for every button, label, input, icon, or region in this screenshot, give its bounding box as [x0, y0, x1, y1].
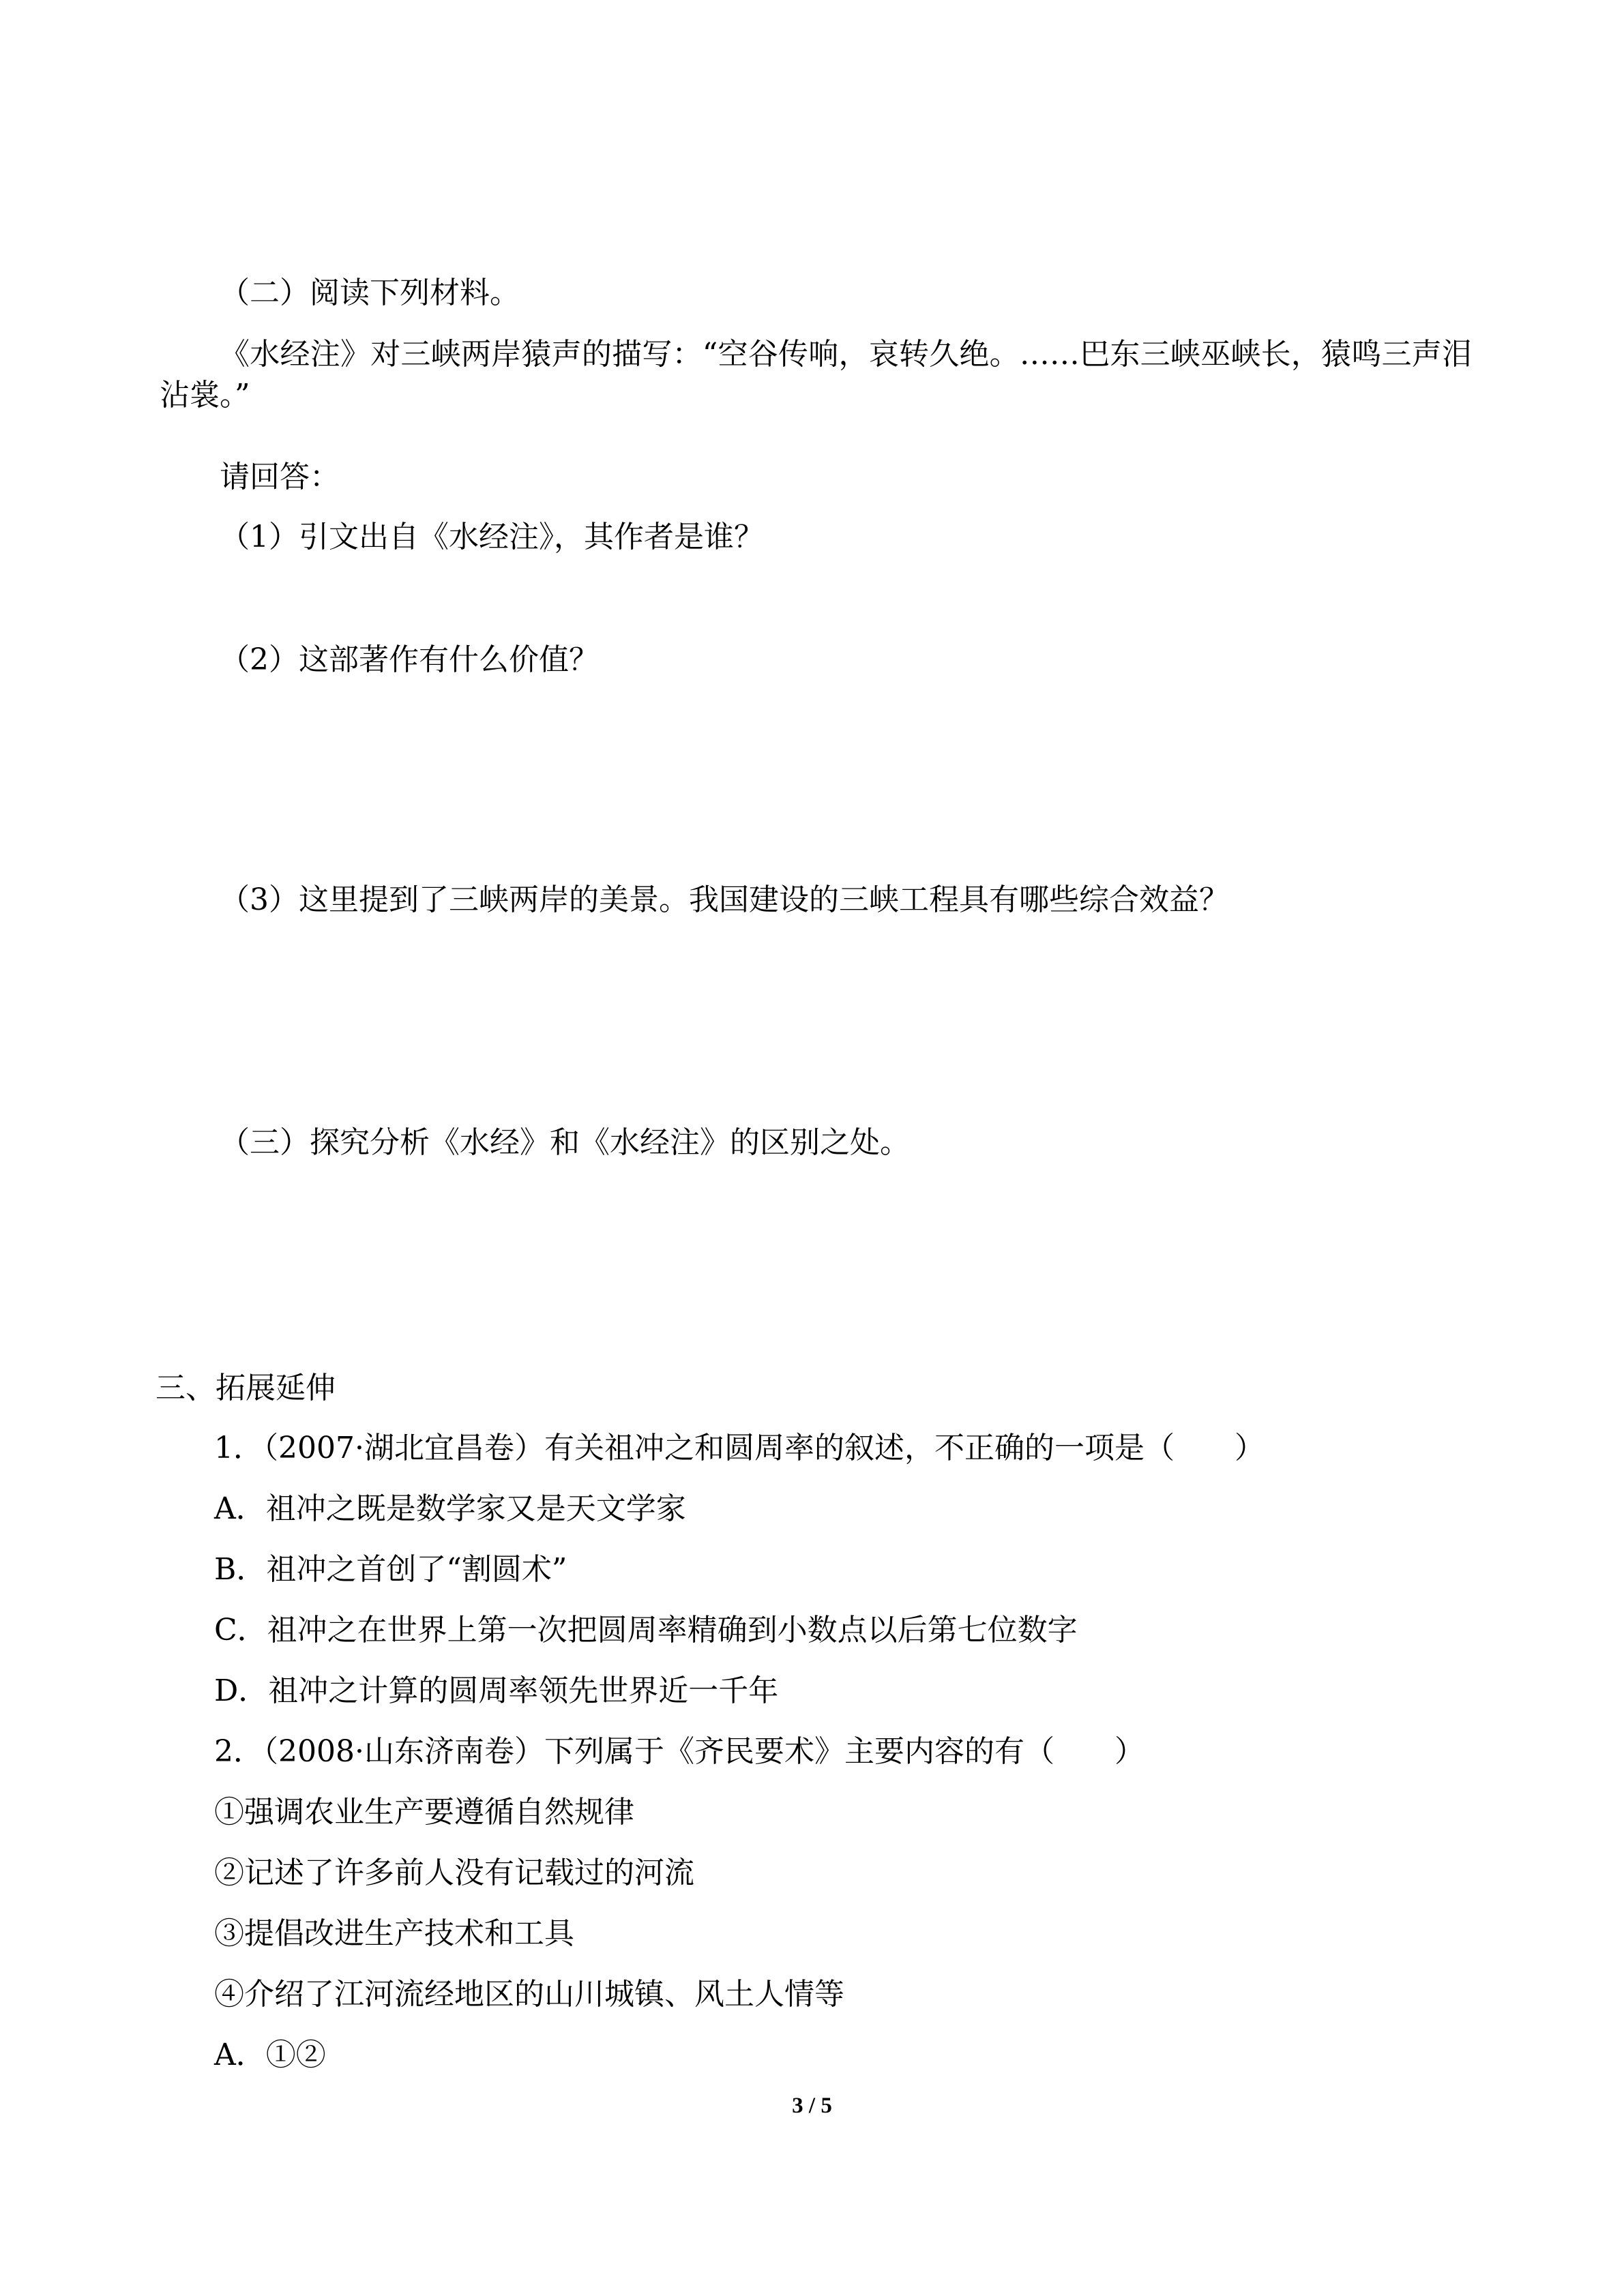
material-paragraph: 《水经注》对三峡两岸猿声的描写：“空谷传响，哀转久绝。……巴东三峡巫峡长，猿鸣三声泪沾裳。” [160, 337, 1472, 413]
question-2: （2）这部著作有什么价值？ [220, 642, 599, 677]
mcq-2-item-1: ①强调农业生产要遵循自然规律 [214, 1795, 634, 1830]
section-3-heading: （三）探究分析《水经》和《水经注》的区别之处。 [220, 1125, 910, 1160]
question-1: （1）引文出自《水经注》，其作者是谁？ [220, 520, 764, 554]
mcq-2-item-3: ③提倡改进生产技术和工具 [214, 1916, 574, 1951]
mcq-1-option-c: C．祖冲之在世界上第一次把圆周率精确到小数点以后第七位数字 [214, 1613, 1078, 1648]
mcq-2-item-2: ②记述了许多前人没有记载过的河流 [214, 1855, 694, 1890]
mcq-1-option-a: A．祖冲之既是数学家又是天文学家 [214, 1491, 686, 1526]
answer-prompt: 请回答： [220, 460, 340, 494]
mcq-1-stem: 1．（2007·湖北宜昌卷）有关祖冲之和圆周率的叙述，不正确的一项是（ ） [214, 1431, 1265, 1465]
page-number: 3 / 5 [792, 2093, 832, 2118]
mcq-1-option-d: D．祖冲之计算的圆周率领先世界近一千年 [214, 1673, 779, 1708]
section-2-heading: （二）阅读下列材料。 [220, 275, 520, 310]
mcq-2-option-a: A．①② [214, 2038, 326, 2072]
mcq-2-stem: 2．（2008·山东济南卷）下列属于《齐民要术》主要内容的有（ ） [214, 1734, 1145, 1769]
mcq-2-item-4: ④介绍了江河流经地区的山川城镇、风土人情等 [214, 1977, 844, 2012]
extension-heading: 三、拓展延伸 [156, 1371, 336, 1405]
mcq-1-option-b: B．祖冲之首创了“割圆术” [214, 1552, 567, 1587]
question-3: （3）这里提到了三峡两岸的美景。我国建设的三峡工程具有哪些综合效益？ [220, 882, 1229, 917]
